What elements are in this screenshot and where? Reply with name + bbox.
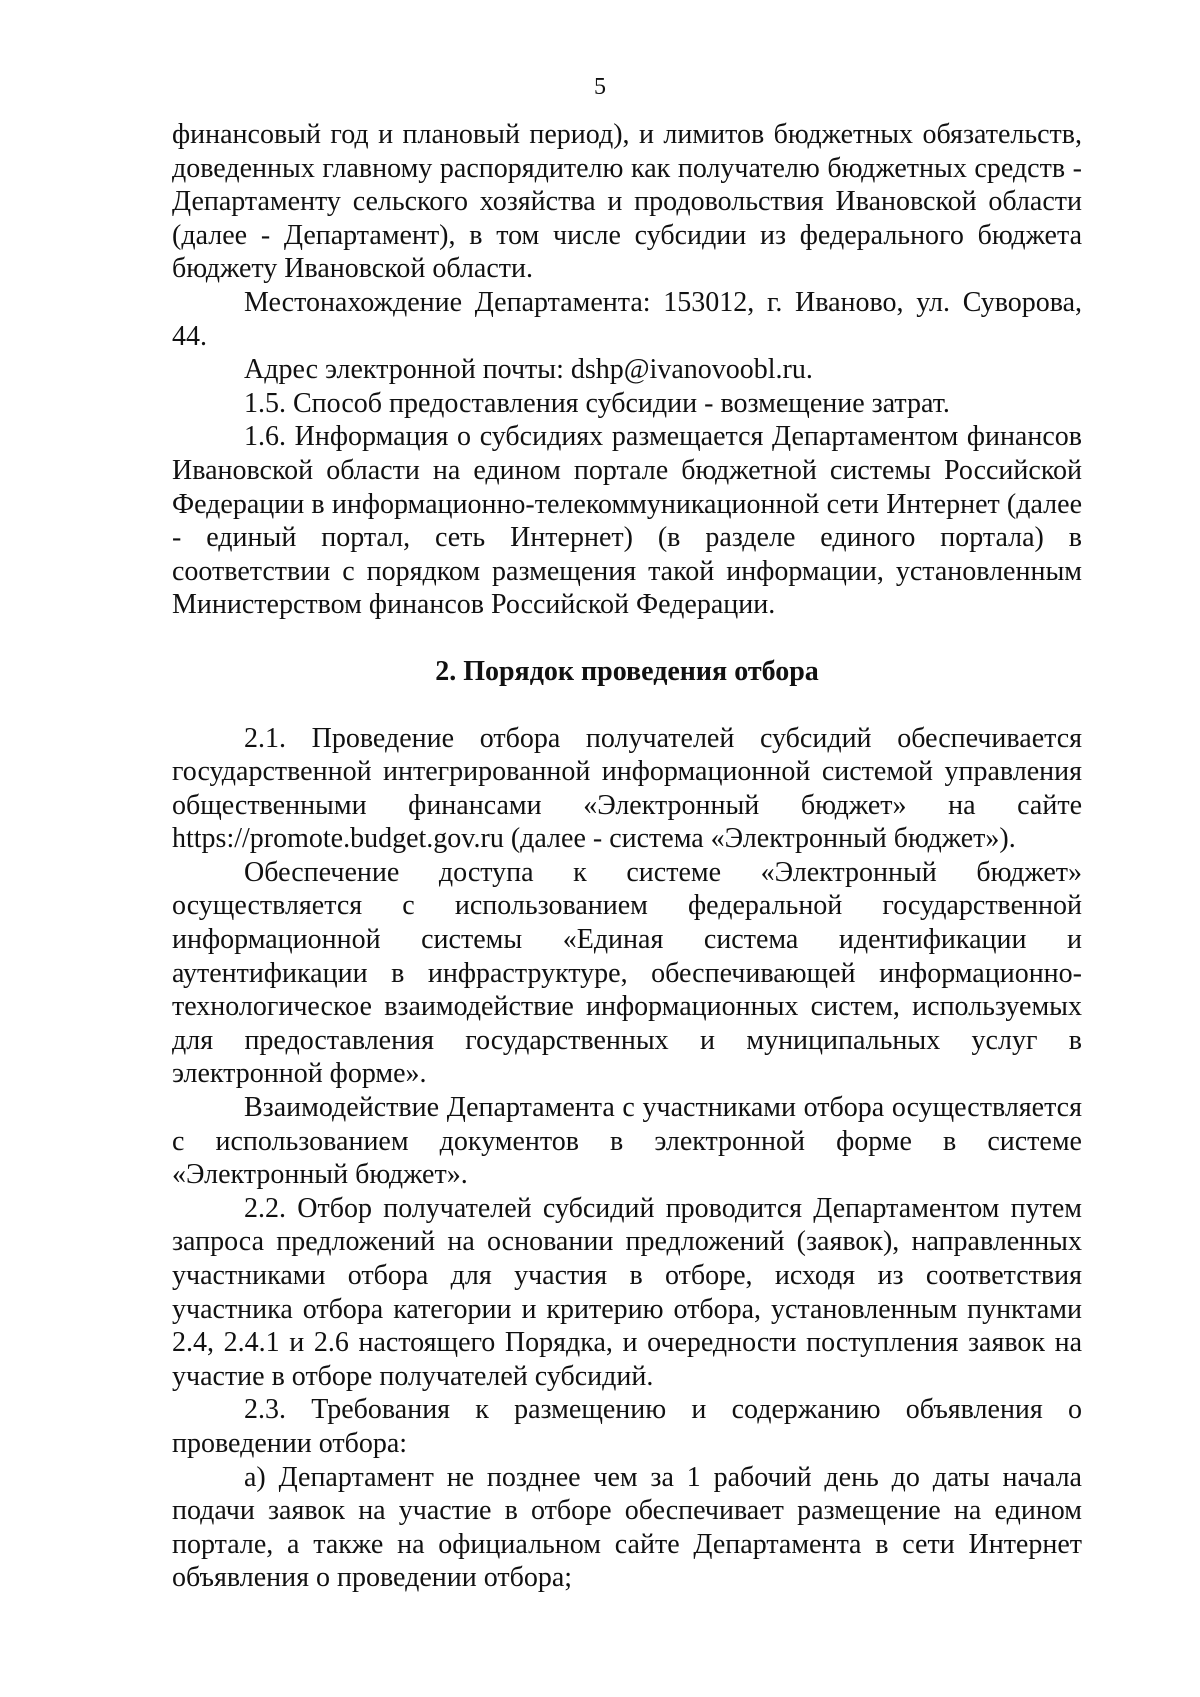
section-1-continuation [172, 118, 1082, 622]
paragraph: 2.2. Отбор получателей субсидий проводится Департаментом путем запроса предложений на основании предложений (заявок), направленных участниками отбора для участия в отборе, исходя из соответствия участника отбора категории и критерию отбора, установленным пунктами 2.4, 2.4.1 и 2.6 настоящего Порядка, и очередности поступления заявок на участие в отборе получателей субсидий. [172, 1192, 1082, 1392]
paragraph: финансовый год и плановый период), и лимитов бюджетных обязательств, доведенных главному распорядителю как получателю бюджетных средств - Департаменту сельского хозяйства и продовольствия Ивановской области (далее - Департамент), в том числе субсидии из федерального бюджета бюджету Ивановской области. [172, 119, 1082, 285]
spacer [172, 689, 1082, 722]
section-2-body [172, 722, 1082, 1595]
paragraph: Обеспечение доступа к системе «Электронный бюджет» осуществляется с использованием федеральной государственной информационной системы «Единая система идентификации и аутентификации в инфраструктуре, обеспечивающей информационно-технологическое взаимодействие информационных систем, используемых для предоставления государственных и муниципальных услуг в электронной форме». [172, 856, 1082, 1090]
paragraph: Адрес электронной почты: dshp@ivanovoobl.ru. [244, 354, 813, 386]
page-number: 5 [594, 74, 606, 100]
paragraph: 1.6. Информация о субсидиях размещается Департаментом финансов Ивановской области на едином портале бюджетной системы Российской Федерации в информационно-телекоммуникационной сети Интернет (далее - единый портал, сеть Интернет) (в разделе единого портала) в соответствии с порядком размещения такой информации, установленным Министерством финансов Российской Федерации. [172, 421, 1082, 621]
paragraph: 2.3. Требования к размещению и содержанию объявления о проведении отбора: [172, 1394, 1082, 1459]
document-body [172, 118, 1082, 1595]
section-heading: 2. Порядок проведения отбора [435, 655, 819, 687]
paragraph: Взаимодействие Департамента с участниками отбора осуществляется с использованием документов в электронной форме в системе «Электронный бюджет». [172, 1092, 1082, 1191]
paragraph: 2.1. Проведение отбора получателей субсидий обеспечивается государственной интегрированной информационной системой управления общественными финансами «Электронный бюджет» на сайте https://promote.budget.gov.ru (далее - система «Электронный бюджет»). [172, 722, 1082, 855]
paragraph: Местонахождение Департамента: 153012, г. Иваново, ул. Суворова, 44. [172, 286, 1082, 352]
spacer [172, 622, 1082, 655]
paragraph: 1.5. Способ предоставления субсидии - возмещение затрат. [244, 387, 950, 419]
paragraph: а) Департамент не позднее чем за 1 рабочий день до даты начала подачи заявок на участие в отборе обеспечивает размещение на едином портале, а также на официальном сайте Департамента в сети Интернет объявления о проведении отбора; [172, 1461, 1082, 1594]
